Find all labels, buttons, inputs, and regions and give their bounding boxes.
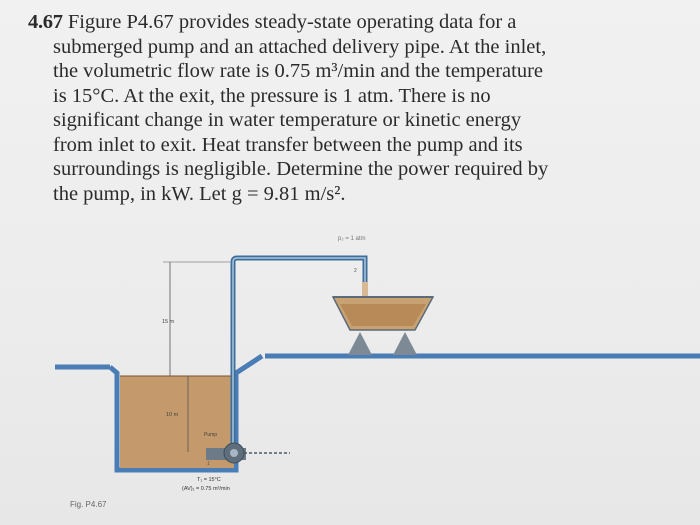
support-left bbox=[348, 332, 372, 355]
problem-line-7: surroundings is negligible. Determine the power required by bbox=[53, 158, 549, 180]
problem-statement bbox=[28, 10, 658, 206]
trough-liquid bbox=[340, 304, 426, 326]
pump-impeller bbox=[230, 449, 238, 457]
problem-line-2: submerged pump and an attached delivery pipe. At the inlet, bbox=[53, 35, 547, 58]
support-right bbox=[393, 332, 417, 355]
problem-line-4: is 15°C. At the exit, the pressure is 1 atm. There is no bbox=[53, 84, 491, 107]
problem-line-3: the volumetric flow rate is 0.75 m³/min and the temperature bbox=[53, 60, 544, 82]
inlet-temperature-label: T₁ = 15°C bbox=[197, 477, 221, 483]
inlet-flow-label: (AV)₁ = 0.75 m³/min bbox=[182, 486, 230, 492]
problem-line-8: the pump, in kW. Let g = 9.81 m/s². bbox=[53, 182, 346, 205]
problem-line-5: significant change in water temperature or kinetic energy bbox=[53, 109, 522, 131]
depth-label: 10 m bbox=[166, 412, 179, 418]
problem-line-6: from inlet to exit. Heat transfer between the pump and its bbox=[53, 133, 523, 156]
exit-point-label: 2 bbox=[354, 268, 357, 274]
height-label: 15 m bbox=[162, 319, 175, 325]
pump-figure bbox=[0, 232, 700, 525]
exit-pressure-label: p₂ = 1 atm bbox=[338, 236, 366, 242]
problem-line-1 bbox=[28, 10, 658, 35]
pump-label: Pump bbox=[204, 432, 218, 438]
problem-line-text: Figure P4.67 provides steady-state operating data for a bbox=[67, 11, 517, 33]
inlet-point-label: 1 bbox=[207, 461, 210, 467]
figure-caption: Fig. P4.67 bbox=[70, 500, 107, 509]
problem-number: 4.67 bbox=[28, 11, 63, 33]
